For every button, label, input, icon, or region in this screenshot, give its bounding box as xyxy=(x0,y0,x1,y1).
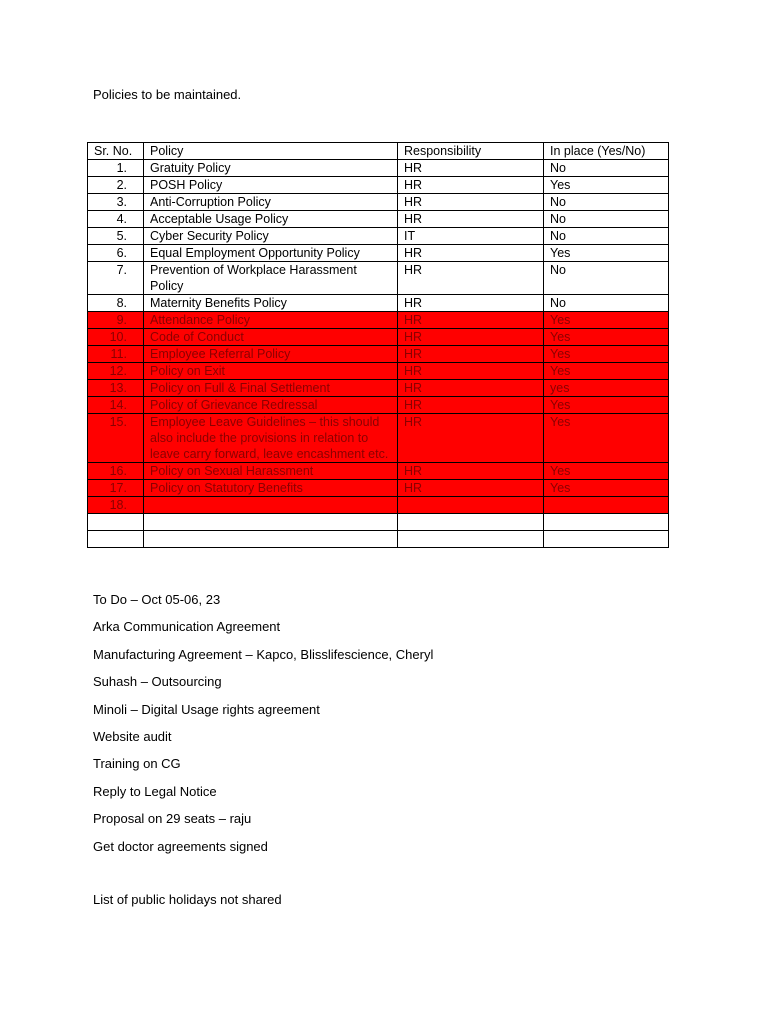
sr-no-cell: 4. xyxy=(88,211,144,228)
in-place-cell xyxy=(544,531,669,548)
sr-no-cell xyxy=(88,514,144,531)
responsibility-cell: HR xyxy=(398,262,544,295)
policy-cell: Policy on Statutory Benefits xyxy=(144,480,398,497)
in-place-cell: yes xyxy=(544,380,669,397)
responsibility-cell: HR xyxy=(398,480,544,497)
sr-no-cell: 15. xyxy=(88,414,144,463)
responsibility-cell: HR xyxy=(398,177,544,194)
policy-cell: Policy on Sexual Harassment xyxy=(144,463,398,480)
todo-heading: To Do – Oct 05-06, 23 xyxy=(93,592,221,607)
responsibility-cell: IT xyxy=(398,228,544,245)
sr-no-cell: 1. xyxy=(88,160,144,177)
table-row xyxy=(88,414,669,463)
table-row xyxy=(88,177,669,194)
responsibility-cell: HR xyxy=(398,414,544,463)
sr-no-cell: 2. xyxy=(88,177,144,194)
responsibility-cell: HR xyxy=(398,463,544,480)
responsibility-cell: HR xyxy=(398,329,544,346)
in-place-cell: Yes xyxy=(544,245,669,262)
responsibility-cell xyxy=(398,497,544,514)
policy-cell: Code of Conduct xyxy=(144,329,398,346)
responsibility-cell: HR xyxy=(398,346,544,363)
sr-no-cell: 10. xyxy=(88,329,144,346)
responsibility-cell: HR xyxy=(398,194,544,211)
todo-item: Manufacturing Agreement – Kapco, Blisslifescience, Cheryl xyxy=(93,646,434,662)
todo-item: Suhash – Outsourcing xyxy=(93,674,222,690)
todo-item: Minoli – Digital Usage rights agreement xyxy=(93,701,320,717)
policy-cell: Employee Referral Policy xyxy=(144,346,398,363)
table-row xyxy=(88,329,669,346)
todo-item: Proposal on 29 seats – raju xyxy=(93,811,252,827)
responsibility-cell: HR xyxy=(398,211,544,228)
header-in-place: In place (Yes/No) xyxy=(544,143,669,160)
table-row xyxy=(88,497,669,514)
policy-cell: Cyber Security Policy xyxy=(144,228,398,245)
table-row xyxy=(88,380,669,397)
table-header-row xyxy=(88,143,669,160)
policy-cell: Acceptable Usage Policy xyxy=(144,211,398,228)
policy-cell: Anti-Corruption Policy xyxy=(144,194,398,211)
table-row xyxy=(88,514,669,531)
policy-table xyxy=(87,142,669,548)
table-row xyxy=(88,363,669,380)
policy-cell: Policy on Exit xyxy=(144,363,398,380)
table-row xyxy=(88,211,669,228)
in-place-cell: No xyxy=(544,295,669,312)
table-row xyxy=(88,295,669,312)
in-place-cell: Yes xyxy=(544,312,669,329)
sr-no-cell: 8. xyxy=(88,295,144,312)
table-row xyxy=(88,312,669,329)
responsibility-cell: HR xyxy=(398,363,544,380)
sr-no-cell: 14. xyxy=(88,397,144,414)
todo-item: Arka Communication Agreement xyxy=(93,619,281,635)
in-place-cell: No xyxy=(544,160,669,177)
todo-list xyxy=(93,592,433,866)
policy-cell: POSH Policy xyxy=(144,177,398,194)
table-row xyxy=(88,397,669,414)
table-row xyxy=(88,463,669,480)
responsibility-cell: HR xyxy=(398,380,544,397)
sr-no-cell: 13. xyxy=(88,380,144,397)
sr-no-cell: 17. xyxy=(88,480,144,497)
in-place-cell: No xyxy=(544,194,669,211)
policy-cell: Employee Leave Guidelines – this should also include the provisions in relation to leave carry forward, leave encashment etc. xyxy=(144,414,398,463)
policy-cell: Prevention of Workplace Harassment Policy xyxy=(144,262,398,295)
policy-cell: Policy of Grievance Redressal xyxy=(144,397,398,414)
sr-no-cell: 11. xyxy=(88,346,144,363)
table-row xyxy=(88,531,669,548)
policy-cell: Attendance Policy xyxy=(144,312,398,329)
todo-item: Get doctor agreements signed xyxy=(93,838,268,854)
header-policy: Policy xyxy=(144,143,398,160)
table-row xyxy=(88,480,669,497)
responsibility-cell: HR xyxy=(398,295,544,312)
sr-no-cell: 18. xyxy=(88,497,144,514)
policy-cell xyxy=(144,531,398,548)
footer-note: List of public holidays not shared xyxy=(93,892,282,907)
page-heading: Policies to be maintained. xyxy=(93,87,242,102)
sr-no-cell: 3. xyxy=(88,194,144,211)
sr-no-cell: 12. xyxy=(88,363,144,380)
in-place-cell: No xyxy=(544,211,669,228)
policy-table-body xyxy=(88,160,669,548)
sr-no-cell: 9. xyxy=(88,312,144,329)
policy-cell: Maternity Benefits Policy xyxy=(144,295,398,312)
table-row xyxy=(88,245,669,262)
policy-cell: Equal Employment Opportunity Policy xyxy=(144,245,398,262)
sr-no-cell: 5. xyxy=(88,228,144,245)
policy-cell xyxy=(144,514,398,531)
sr-no-cell: 6. xyxy=(88,245,144,262)
in-place-cell: Yes xyxy=(544,480,669,497)
in-place-cell xyxy=(544,497,669,514)
in-place-cell: Yes xyxy=(544,346,669,363)
header-responsibility: Responsibility xyxy=(398,143,544,160)
todo-item: Training on CG xyxy=(93,756,181,772)
in-place-cell: Yes xyxy=(544,177,669,194)
responsibility-cell: HR xyxy=(398,397,544,414)
in-place-cell: No xyxy=(544,228,669,245)
todo-item: Website audit xyxy=(93,728,172,744)
policy-cell: Gratuity Policy xyxy=(144,160,398,177)
table-row xyxy=(88,346,669,363)
in-place-cell: Yes xyxy=(544,397,669,414)
sr-no-cell: 16. xyxy=(88,463,144,480)
responsibility-cell: HR xyxy=(398,312,544,329)
table-row xyxy=(88,228,669,245)
table-row xyxy=(88,160,669,177)
table-row xyxy=(88,262,669,295)
responsibility-cell: HR xyxy=(398,160,544,177)
in-place-cell: No xyxy=(544,262,669,295)
in-place-cell xyxy=(544,514,669,531)
responsibility-cell xyxy=(398,514,544,531)
responsibility-cell xyxy=(398,531,544,548)
in-place-cell: Yes xyxy=(544,463,669,480)
in-place-cell: Yes xyxy=(544,414,669,463)
table-row xyxy=(88,194,669,211)
sr-no-cell xyxy=(88,531,144,548)
header-sr-no: Sr. No. xyxy=(88,143,144,160)
in-place-cell: Yes xyxy=(544,329,669,346)
policy-cell xyxy=(144,497,398,514)
responsibility-cell: HR xyxy=(398,245,544,262)
in-place-cell: Yes xyxy=(544,363,669,380)
todo-item: Reply to Legal Notice xyxy=(93,783,217,799)
sr-no-cell: 7. xyxy=(88,262,144,295)
policy-cell: Policy on Full & Final Settlement xyxy=(144,380,398,397)
